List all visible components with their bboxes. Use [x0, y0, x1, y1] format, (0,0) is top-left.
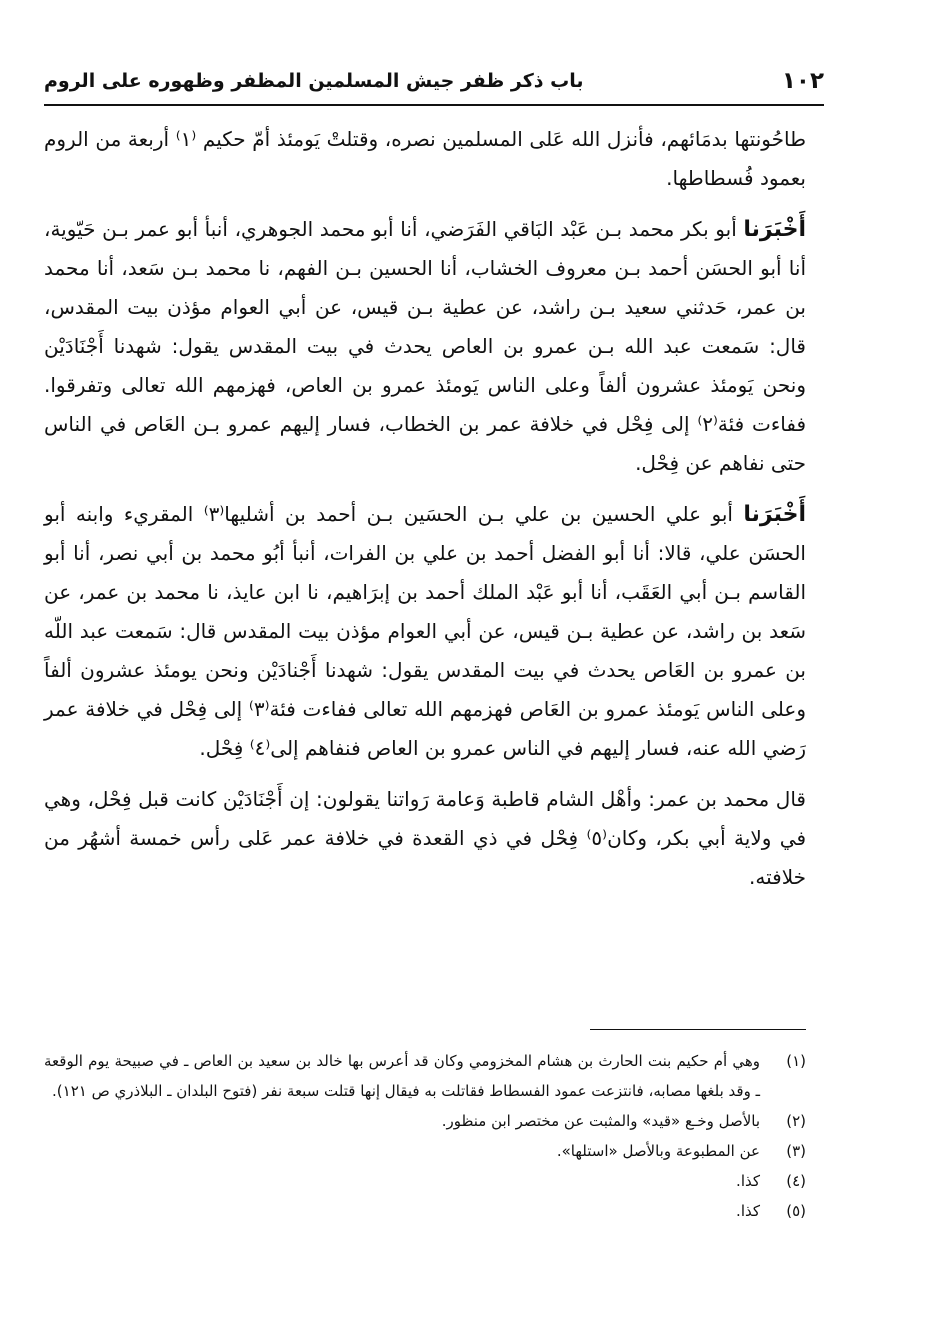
footnote-number: (٣): [786, 1142, 806, 1160]
running-header: [44, 64, 824, 106]
paragraph-4: [44, 780, 806, 897]
footnote-divider: [590, 1029, 806, 1030]
footnote-number: (٢): [786, 1112, 806, 1130]
footnote-text: بالأصل وخـع «قيد» والمثبت عن مختصر ابن منظور.: [441, 1112, 760, 1130]
footnote-text: عن المطبوعة وبالأصل «استلها».: [556, 1142, 760, 1160]
footnote-4: [44, 1166, 806, 1196]
paragraph-3: [44, 495, 806, 768]
footnote-number: (١): [786, 1052, 806, 1070]
footnote-3: [44, 1136, 806, 1166]
footnote-text: كذا.: [736, 1202, 760, 1220]
footnote-1: [44, 1046, 806, 1106]
paragraph-text: قال محمد بن عمر: وأهْل الشام قاطبة وَعامة رَواتنا يقولون: إن أَجْنَادَيْن كانت قبل فِحْل، وهي في ولاية أبي بكر، وكان⁽٥⁾ فِحْل في ذي القعدة في خلافة عمر عَلى رأس خمسة أشهُر من خلافته.: [44, 787, 807, 889]
footnote-5: [44, 1196, 806, 1226]
footnotes: [44, 1046, 806, 1226]
paragraph-1: [44, 120, 806, 198]
paragraph-text: أبو علي الحسين بن علي بـن الحسَين بـن أحمد بن أشليها⁽٣⁾ المقريء وابنه أبو الحسَن علي، قالا: أنا أبو الفضل أحمد بن علي بن الفرات، أنبأ أبُو محمد بن أبي نصر، أنا أبو القاسم بـن أبي العَقَب، أنا أبو عَبْد الملك أحمد بن إبرَاهيم، نا ابن عايذ، نا محمد بن عمر، عن سَعد بن راشد، عن عطية بـن قيس، عن أبي العوام مؤذن بيت المقدس قال: سَمعت عبد اللّه بن عمرو بن العَاص يحدث في بيت المقدس يقول: شهدنا أَجْنادَيْن ونحن يومئذ عشرون ألفاً وعلى الناس يَومئذ عمرو بن العَاص فهزمهم الله تعالى ففاءت فئة⁽٣⁾ إلى فِحْل في خلافة عمر رَضي الله عنه، فسار إليهم في الناس عمرو بن العاص فنفاهم إلى⁽٤⁾ فِحْل.: [44, 502, 806, 760]
paragraph-text: طاحُونتها بدمَائهم، فأنزل الله عَلى المسلمين نصره، وقتلتْ يَومئذ أمّ حكيم ⁽١⁾ أربعة من الروم بعمود فُسطاطها.: [44, 127, 806, 190]
footnote-text: كذا.: [736, 1172, 760, 1190]
footnote-number: (٤): [786, 1172, 806, 1190]
main-text: [44, 120, 806, 909]
footnote-number: (٥): [786, 1202, 806, 1220]
paragraph-2: [44, 210, 806, 483]
paragraph-lead: أَخْبَرَنا: [743, 502, 806, 527]
page-number: ١٠٢: [781, 68, 824, 94]
paragraph-text: أبو بكر محمد بـن عَبْد البَاقي الفَرَضي، أنا أبو محمد الجوهري، أنبأ أبو عمر بـن حَيّوية، أنا أبو الحسَن أحمد بـن معروف الخشاب، أنا الحسين بـن الفهم، نا محمد بـن سَعد، أنا محمد بن عمر، حَدثني سعيد بـن راشد، عن عطية بـن قيس، عن أبي العوام مؤذن بيت المقدس، قال: سَمعت عبد الله بـن عمرو بن العاص يحدث في بيت المقدس يقول: شهدنا أَجْنَادَيْن ونحن يَومئذ عشرون ألفاً وعلى الناس يَومئذ عمرو بن العاص، فهزمهم الله تعالى وتفرقوا. ففاءت فئة⁽٢⁾ إلى فِحْل في خلافة عمر بن الخطاب، فسار إليهم عمرو بـن العَاص في الناس حتى نفاهم عن فِحْل.: [44, 217, 806, 475]
footnote-2: [44, 1106, 806, 1136]
footnote-text: وهي أم حكيم بنت الحارث بن هشام المخزومي وكان قد أعرس بها خالد بن سعيد بن العاص ـ في صبيحة يوم الوقعة ـ وقد بلغها مصابه، فانتزعت عمود الفسطاط فقاتلت به فيقال إنها قتلت سبعة نفر (فتوح البلدان ـ البلاذري ص ١٢١).: [44, 1052, 760, 1100]
paragraph-lead: أَخْبَرَنا: [743, 217, 806, 242]
chapter-title: باب ذكر ظفر جيش المسلمين المظفر وظهوره على الروم: [44, 70, 584, 92]
